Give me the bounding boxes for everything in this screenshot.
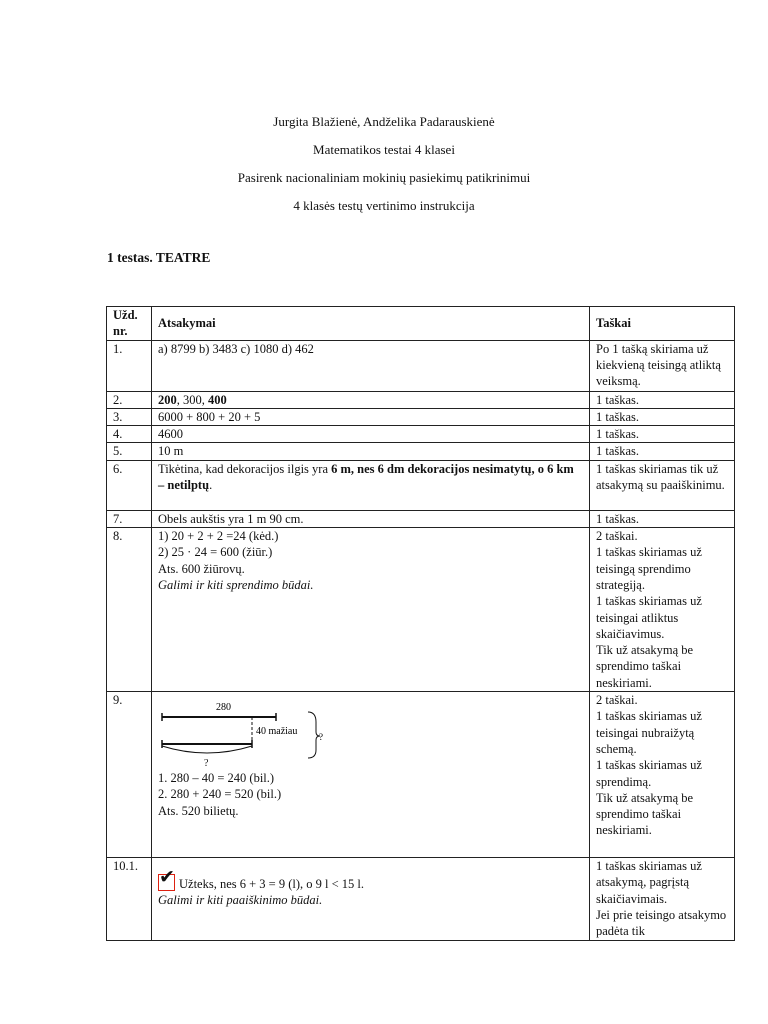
points-line: 1 taškas skiriamas už teisingai nubraižytą schemą. [596,709,702,756]
row-nr: 2. [107,391,152,408]
book-subtitle: Pasirenk nacionaliniam mokinių pasiekimų patikrinimui [237,170,531,185]
answer-text: . [209,478,213,493]
scheme-diff-label: 40 mažiau [256,726,298,738]
row-answer: a) 8799 b) 3483 c) 1080 d) 462 [152,340,590,391]
row-points: 1 taškas. [590,510,735,527]
table-row [107,408,735,425]
solution-line [158,866,583,892]
answer-bold: 200 [158,392,177,407]
checkbox-checked-icon [158,866,175,891]
row-points: 1 taškas. [590,426,735,443]
scheme-bottom-brace [162,746,252,753]
book-title: Matematikos testai 4 klasei [313,142,455,157]
header-points: Taškai [590,307,735,341]
row-answer: Obels aukštis yra 1 m 90 cm. [152,510,590,527]
table-header-row [107,307,735,341]
table-row [107,528,735,692]
solution-line: 1. 280 – 40 = 240 (bil.) [158,771,275,786]
points-line: 2 taškai. [596,693,638,708]
table-row [107,692,735,858]
answer-text: Užteks, nes 6 + 3 = 9 (l), o 9 l < 15 l. [179,877,365,892]
answer-bold: 6 m, nes 6 dm dekoracijos nesimatytų, o 6 km – netilptų [158,461,574,493]
points-line: Jei prie teisingo atsakymo padėta tik [596,907,727,939]
row-nr: 9. [107,692,152,858]
test-title: 1 testas. TEATRE [107,250,211,265]
points-line: 1 taškas skiriamas už atsakymą, pagrįstą skaičiavimais. [596,859,702,906]
row-answer: 6000 + 800 + 20 + 5 [152,408,590,425]
row-points [590,692,735,858]
row-nr: 4. [107,426,152,443]
checkmark-icon: ✔ [159,866,175,889]
points-line: Tik už atsakymą be sprendimo taškai neskiriami. [596,643,694,690]
row-answer [152,858,590,940]
row-answer [152,391,590,408]
solution-line: Ats. 520 bilietų. [158,803,239,818]
answer-text: Tikėtina, kad dekoracijos ilgis yra [158,461,332,476]
row-answer: 4600 [152,426,590,443]
table-row [107,391,735,408]
scheme-diagram [158,698,358,770]
scheme-top-label: 280 [216,702,231,714]
points-line: 1 taškas skiriamas už teisingai atliktus skaičiavimus. [596,594,702,641]
row-points: 1 taškas. [590,408,735,425]
table-row [107,443,735,460]
row-nr: 10.1. [107,858,152,940]
solution-note: Galimi ir kiti sprendimo būdai. [158,577,314,592]
scheme-total-question: ? [319,732,323,743]
row-answer [152,528,590,692]
row-nr: 3. [107,408,152,425]
row-nr: 8. [107,528,152,692]
solution-line: 1) 20 + 2 + 2 =24 (kėd.) [158,529,279,544]
solution-note: Galimi ir kiti paaiškinimo būdai. [158,893,323,908]
header-nr: Užd. nr. [107,307,152,341]
row-answer: 10 m [152,443,590,460]
scheme-bottom-question: ? [204,758,209,770]
answer-text: , 300, [176,392,208,407]
row-points [590,858,735,940]
table-row [107,460,735,510]
points-line: Tik už atsakymą be sprendimo taškai neskiriami. [596,790,694,838]
header-answers: Atsakymai [152,307,590,341]
table-row [107,426,735,443]
row-nr: 1. [107,340,152,391]
scheme-svg [158,698,358,766]
points-line: 1 taškas skiriamas už sprendimą. [596,758,702,789]
instruction-title: 4 klasės testų vertinimo instrukcija [293,198,475,213]
solution-line: 2) 25 · 24 = 600 (žiūr.) [158,545,273,560]
table-row [107,858,735,940]
row-points: Po 1 tašką skiriama už kiekvieną teisingą atliktą veiksmą. [590,340,735,391]
row-points [590,528,735,692]
row-answer [152,460,590,510]
row-points: 1 taškas skiriamas tik už atsakymą su paaiškinimu. [590,460,735,510]
table-row [107,340,735,391]
solution-line: Ats. 600 žiūrovų. [158,561,245,576]
answers-table [106,306,735,941]
row-nr: 5. [107,443,152,460]
row-nr: 6. [107,460,152,510]
points-line: 2 taškai. [596,529,638,544]
document-header [0,108,768,220]
row-nr: 7. [107,510,152,527]
row-points: 1 taškas. [590,391,735,408]
answer-bold: 400 [208,392,227,407]
points-line: 1 taškas skiriamas už teisingą sprendimo strategiją. [596,545,702,592]
table-row [107,510,735,527]
solution-line: 2. 280 + 240 = 520 (bil.) [158,787,282,802]
row-answer [152,692,590,858]
row-points: 1 taškas. [590,443,735,460]
authors: Jurgita Blažienė, Andželika Padarauskienė [273,114,495,129]
